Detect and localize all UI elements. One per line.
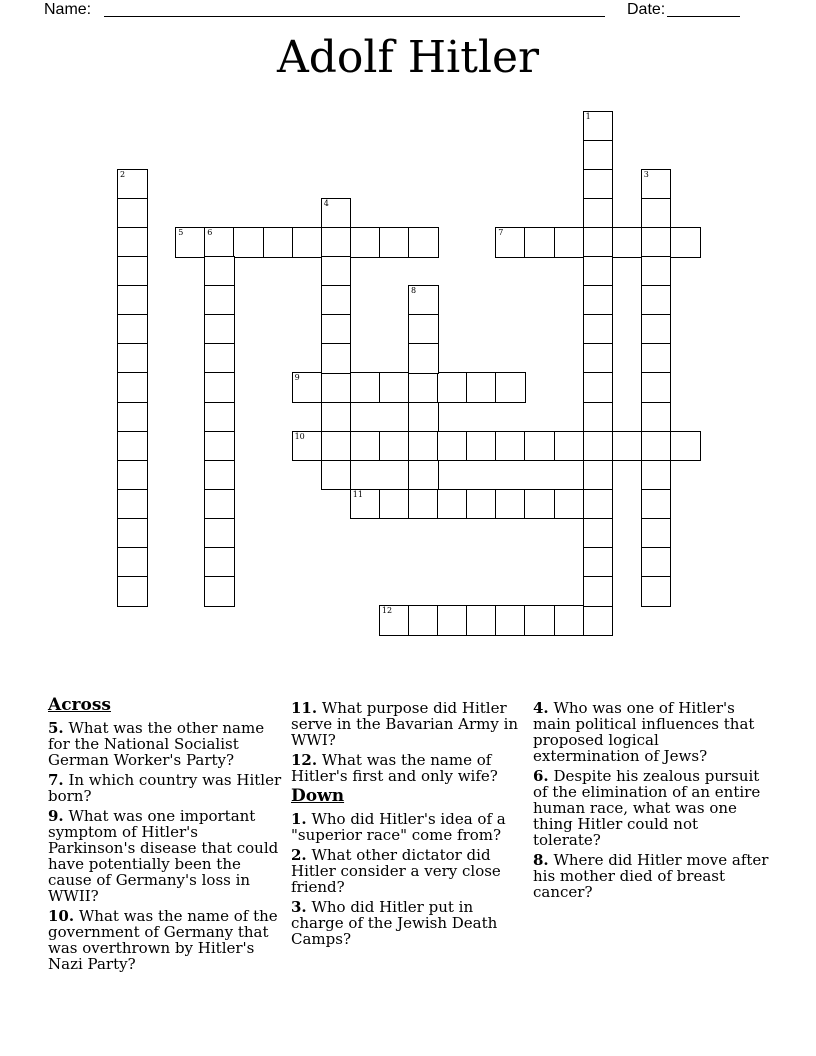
grid-cell-r14-c16[interactable] xyxy=(583,518,614,549)
clue-down-3: 3. Who did Hitler put in charge of the Jewish Death Camps? xyxy=(291,898,498,948)
grid-cell-r13-c0[interactable] xyxy=(117,489,148,520)
down-heading: Down xyxy=(291,786,345,806)
grid-cell-r17-c13[interactable] xyxy=(495,605,526,636)
grid-cell-r6-c18[interactable] xyxy=(641,285,672,316)
clue-across-9: 9. What was one important symptom of Hitler's Parkinson's disease that could have potentially been the cause of Germany's loss in WWII? xyxy=(48,807,279,905)
grid-cell-r5-c0[interactable] xyxy=(117,256,148,287)
grid-cell-r4-c17[interactable] xyxy=(612,227,643,258)
grid-cell-r12-c0[interactable] xyxy=(117,460,148,491)
clue-down-8: 8. Where did Hitler move after his mother died of breast cancer? xyxy=(533,851,769,901)
grid-cell-r17-c10[interactable] xyxy=(408,605,439,636)
grid-cell-r4-c18[interactable] xyxy=(641,227,672,258)
clue-across-10: 10. What was the name of the government of Germany that was overthrown by Hitler's Nazi Party? xyxy=(48,907,278,973)
grid-cell-r13-c13[interactable] xyxy=(495,489,526,520)
cell-number: 5 xyxy=(178,227,184,237)
clue-down-6: 6. Despite his zealous pursuit of the elimination of an entire human race, what was one thing Hitler could not tolerate? xyxy=(533,767,761,849)
grid-cell-r9-c18[interactable] xyxy=(641,372,672,403)
clue-number: 2. xyxy=(291,846,307,864)
clues-column-2 xyxy=(291,700,524,951)
grid-cell-r4-c10[interactable] xyxy=(408,227,439,258)
clue-number: 4. xyxy=(533,699,549,717)
clue-down-2: 2. What other dictator did Hitler consider a very close friend? xyxy=(291,846,501,896)
grid-cell-r13-c16[interactable] xyxy=(583,489,614,520)
grid-cell-r13-c15[interactable] xyxy=(554,489,585,520)
grid-cell-r16-c0[interactable] xyxy=(117,576,148,607)
grid-cell-r17-c15[interactable] xyxy=(554,605,585,636)
grid-cell-r4-c14[interactable] xyxy=(524,227,555,258)
grid-cell-r2-c18[interactable] xyxy=(641,169,672,200)
grid-cell-r10-c16[interactable] xyxy=(583,402,614,433)
grid-cell-r4-c15[interactable] xyxy=(554,227,585,258)
grid-cell-r4-c0[interactable] xyxy=(117,227,148,258)
grid-cell-r13-c11[interactable] xyxy=(437,489,468,520)
grid-cell-r7-c7[interactable] xyxy=(321,314,352,345)
grid-cell-r9-c9[interactable] xyxy=(379,372,410,403)
grid-cell-r11-c0[interactable] xyxy=(117,431,148,462)
grid-cell-r4-c16[interactable] xyxy=(583,227,614,258)
grid-cell-r9-c10[interactable] xyxy=(408,372,439,403)
grid-cell-r9-c13[interactable] xyxy=(495,372,526,403)
grid-cell-r9-c6[interactable] xyxy=(292,372,323,403)
grid-cell-r4-c19[interactable] xyxy=(670,227,701,258)
clue-across-11: 11. What purpose did Hitler serve in the Bavarian Army in WWI? xyxy=(291,699,519,749)
clue-number: 11. xyxy=(291,699,318,717)
grid-cell-r3-c7[interactable] xyxy=(321,198,352,229)
cell-number: 10 xyxy=(294,431,305,441)
grid-cell-r9-c3[interactable] xyxy=(204,372,235,403)
grid-cell-r11-c9[interactable] xyxy=(379,431,410,462)
clue-down-4: 4. Who was one of Hitler's main political influences that proposed logical extermination of Jews? xyxy=(533,699,755,765)
grid-cell-r15-c0[interactable] xyxy=(117,547,148,578)
grid-cell-r11-c14[interactable] xyxy=(524,431,555,462)
grid-cell-r13-c10[interactable] xyxy=(408,489,439,520)
cell-number: 8 xyxy=(411,286,417,296)
grid-cell-r11-c16[interactable] xyxy=(583,431,614,462)
grid-cell-r8-c18[interactable] xyxy=(641,343,672,374)
grid-cell-r8-c16[interactable] xyxy=(583,343,614,374)
grid-cell-r12-c16[interactable] xyxy=(583,460,614,491)
clue-number: 5. xyxy=(48,719,64,737)
grid-cell-r13-c12[interactable] xyxy=(466,489,497,520)
grid-cell-r3-c0[interactable] xyxy=(117,198,148,229)
grid-cell-r5-c18[interactable] xyxy=(641,256,672,287)
grid-cell-r9-c12[interactable] xyxy=(466,372,497,403)
grid-cell-r14-c0[interactable] xyxy=(117,518,148,549)
grid-cell-r4-c6[interactable] xyxy=(292,227,323,258)
grid-cell-r11-c13[interactable] xyxy=(495,431,526,462)
grid-cell-r17-c11[interactable] xyxy=(437,605,468,636)
grid-cell-r11-c8[interactable] xyxy=(350,431,381,462)
clue-across-7: 7. In which country was Hitler born? xyxy=(48,771,282,805)
grid-cell-r13-c9[interactable] xyxy=(379,489,410,520)
grid-cell-r3-c16[interactable] xyxy=(583,198,614,229)
grid-cell-r16-c16[interactable] xyxy=(583,576,614,607)
cell-number: 1 xyxy=(585,111,591,121)
grid-cell-r14-c3[interactable] xyxy=(204,518,235,549)
grid-cell-r4-c7[interactable] xyxy=(321,227,352,258)
grid-cell-r11-c17[interactable] xyxy=(612,431,643,462)
grid-cell-r7-c18[interactable] xyxy=(641,314,672,345)
grid-cell-r12-c7[interactable] xyxy=(321,460,352,491)
grid-cell-r6-c10[interactable] xyxy=(408,285,439,316)
grid-cell-r3-c18[interactable] xyxy=(641,198,672,229)
grid-cell-r8-c0[interactable] xyxy=(117,343,148,374)
grid-cell-r9-c11[interactable] xyxy=(437,372,468,403)
grid-cell-r11-c18[interactable] xyxy=(641,431,672,462)
grid-cell-r17-c16[interactable] xyxy=(583,605,614,636)
clue-number: 6. xyxy=(533,767,549,785)
grid-cell-r6-c7[interactable] xyxy=(321,285,352,316)
clue-number: 12. xyxy=(291,751,318,769)
grid-cell-r10-c18[interactable] xyxy=(641,402,672,433)
grid-cell-r7-c16[interactable] xyxy=(583,314,614,345)
clues-column-3 xyxy=(533,700,770,904)
cell-number: 11 xyxy=(352,489,363,499)
grid-cell-r13-c18[interactable] xyxy=(641,489,672,520)
grid-cell-r13-c3[interactable] xyxy=(204,489,235,520)
cell-number: 9 xyxy=(294,373,300,383)
grid-cell-r10-c10[interactable] xyxy=(408,402,439,433)
grid-cell-r5-c3[interactable] xyxy=(204,256,235,287)
grid-cell-r10-c0[interactable] xyxy=(117,402,148,433)
grid-cell-r7-c3[interactable] xyxy=(204,314,235,345)
grid-cell-r9-c0[interactable] xyxy=(117,372,148,403)
grid-cell-r6-c16[interactable] xyxy=(583,285,614,316)
grid-cell-r7-c0[interactable] xyxy=(117,314,148,345)
grid-cell-r4-c5[interactable] xyxy=(263,227,294,258)
grid-cell-r11-c12[interactable] xyxy=(466,431,497,462)
clue-number: 1. xyxy=(291,810,307,828)
clue-number: 7. xyxy=(48,771,64,789)
grid-cell-r10-c7[interactable] xyxy=(321,402,352,433)
grid-cell-r12-c10[interactable] xyxy=(408,460,439,491)
clue-number: 3. xyxy=(291,898,307,916)
name-label: Name: xyxy=(44,1,92,18)
grid-cell-r15-c3[interactable] xyxy=(204,547,235,578)
grid-cell-r16-c3[interactable] xyxy=(204,576,235,607)
grid-cell-r2-c16[interactable] xyxy=(583,169,614,200)
grid-cell-r13-c14[interactable] xyxy=(524,489,555,520)
clue-number: 9. xyxy=(48,807,64,825)
clue-number: 8. xyxy=(533,851,549,869)
grid-cell-r4-c13[interactable] xyxy=(495,227,526,258)
cell-number: 4 xyxy=(323,198,329,208)
grid-cell-r8-c10[interactable] xyxy=(408,343,439,374)
cell-number: 2 xyxy=(120,169,126,179)
grid-cell-r10-c3[interactable] xyxy=(204,402,235,433)
clue-across-5: 5. What was the other name for the National Socialist German Worker's Party? xyxy=(48,719,265,769)
clue-number: 10. xyxy=(48,907,75,925)
grid-cell-r7-c10[interactable] xyxy=(408,314,439,345)
grid-cell-r11-c7[interactable] xyxy=(321,431,352,462)
cell-number: 12 xyxy=(381,606,393,616)
grid-cell-r11-c15[interactable] xyxy=(554,431,585,462)
grid-cell-r2-c0[interactable] xyxy=(117,169,148,200)
grid-cell-r4-c8[interactable] xyxy=(350,227,381,258)
grid-cell-r9-c8[interactable] xyxy=(350,372,381,403)
page-title: Adolf Hitler xyxy=(276,32,540,83)
grid-cell-r11-c11[interactable] xyxy=(437,431,468,462)
cell-number: 6 xyxy=(207,227,213,237)
grid-cell-r4-c2[interactable] xyxy=(175,227,206,258)
grid-cell-r15-c18[interactable] xyxy=(641,547,672,578)
grid-cell-r12-c18[interactable] xyxy=(641,460,672,491)
grid-cell-r4-c4[interactable] xyxy=(233,227,264,258)
grid-cell-r13-c8[interactable] xyxy=(350,489,381,520)
grid-cell-r6-c3[interactable] xyxy=(204,285,235,316)
clues-column-1 xyxy=(48,697,288,976)
grid-cell-r5-c16[interactable] xyxy=(583,256,614,287)
cell-number: 3 xyxy=(643,169,649,179)
grid-cell-r5-c7[interactable] xyxy=(321,256,352,287)
grid-cell-r11-c6[interactable] xyxy=(292,431,323,462)
grid-cell-r8-c7[interactable] xyxy=(321,343,352,374)
date-label: Date: xyxy=(627,1,666,18)
grid-cell-r9-c16[interactable] xyxy=(583,372,614,403)
grid-cell-r9-c7[interactable] xyxy=(321,372,352,403)
grid-cell-r12-c3[interactable] xyxy=(204,460,235,491)
grid-cell-r16-c18[interactable] xyxy=(641,576,672,607)
grid-cell-r8-c3[interactable] xyxy=(204,343,235,374)
grid-cell-r6-c0[interactable] xyxy=(117,285,148,316)
grid-cell-r4-c3[interactable] xyxy=(204,227,235,258)
grid-cell-r17-c14[interactable] xyxy=(524,605,555,636)
grid-cell-r1-c16[interactable] xyxy=(583,140,614,171)
grid-cell-r17-c9[interactable] xyxy=(379,605,410,636)
grid-cell-r0-c16[interactable] xyxy=(583,111,614,142)
clue-across-12: 12. What was the name of Hitler's first and only wife? xyxy=(291,751,498,785)
grid-cell-r11-c10[interactable] xyxy=(408,431,439,462)
grid-cell-r14-c18[interactable] xyxy=(641,518,672,549)
grid-cell-r11-c19[interactable] xyxy=(670,431,701,462)
grid-cell-r4-c9[interactable] xyxy=(379,227,410,258)
grid-cell-r11-c3[interactable] xyxy=(204,431,235,462)
grid-cell-r15-c16[interactable] xyxy=(583,547,614,578)
cell-number: 7 xyxy=(498,227,504,237)
clue-down-1: 1. Who did Hitler's idea of a "superior race" come from? xyxy=(291,810,506,844)
grid-cell-r17-c12[interactable] xyxy=(466,605,497,636)
across-heading: Across xyxy=(48,695,111,715)
